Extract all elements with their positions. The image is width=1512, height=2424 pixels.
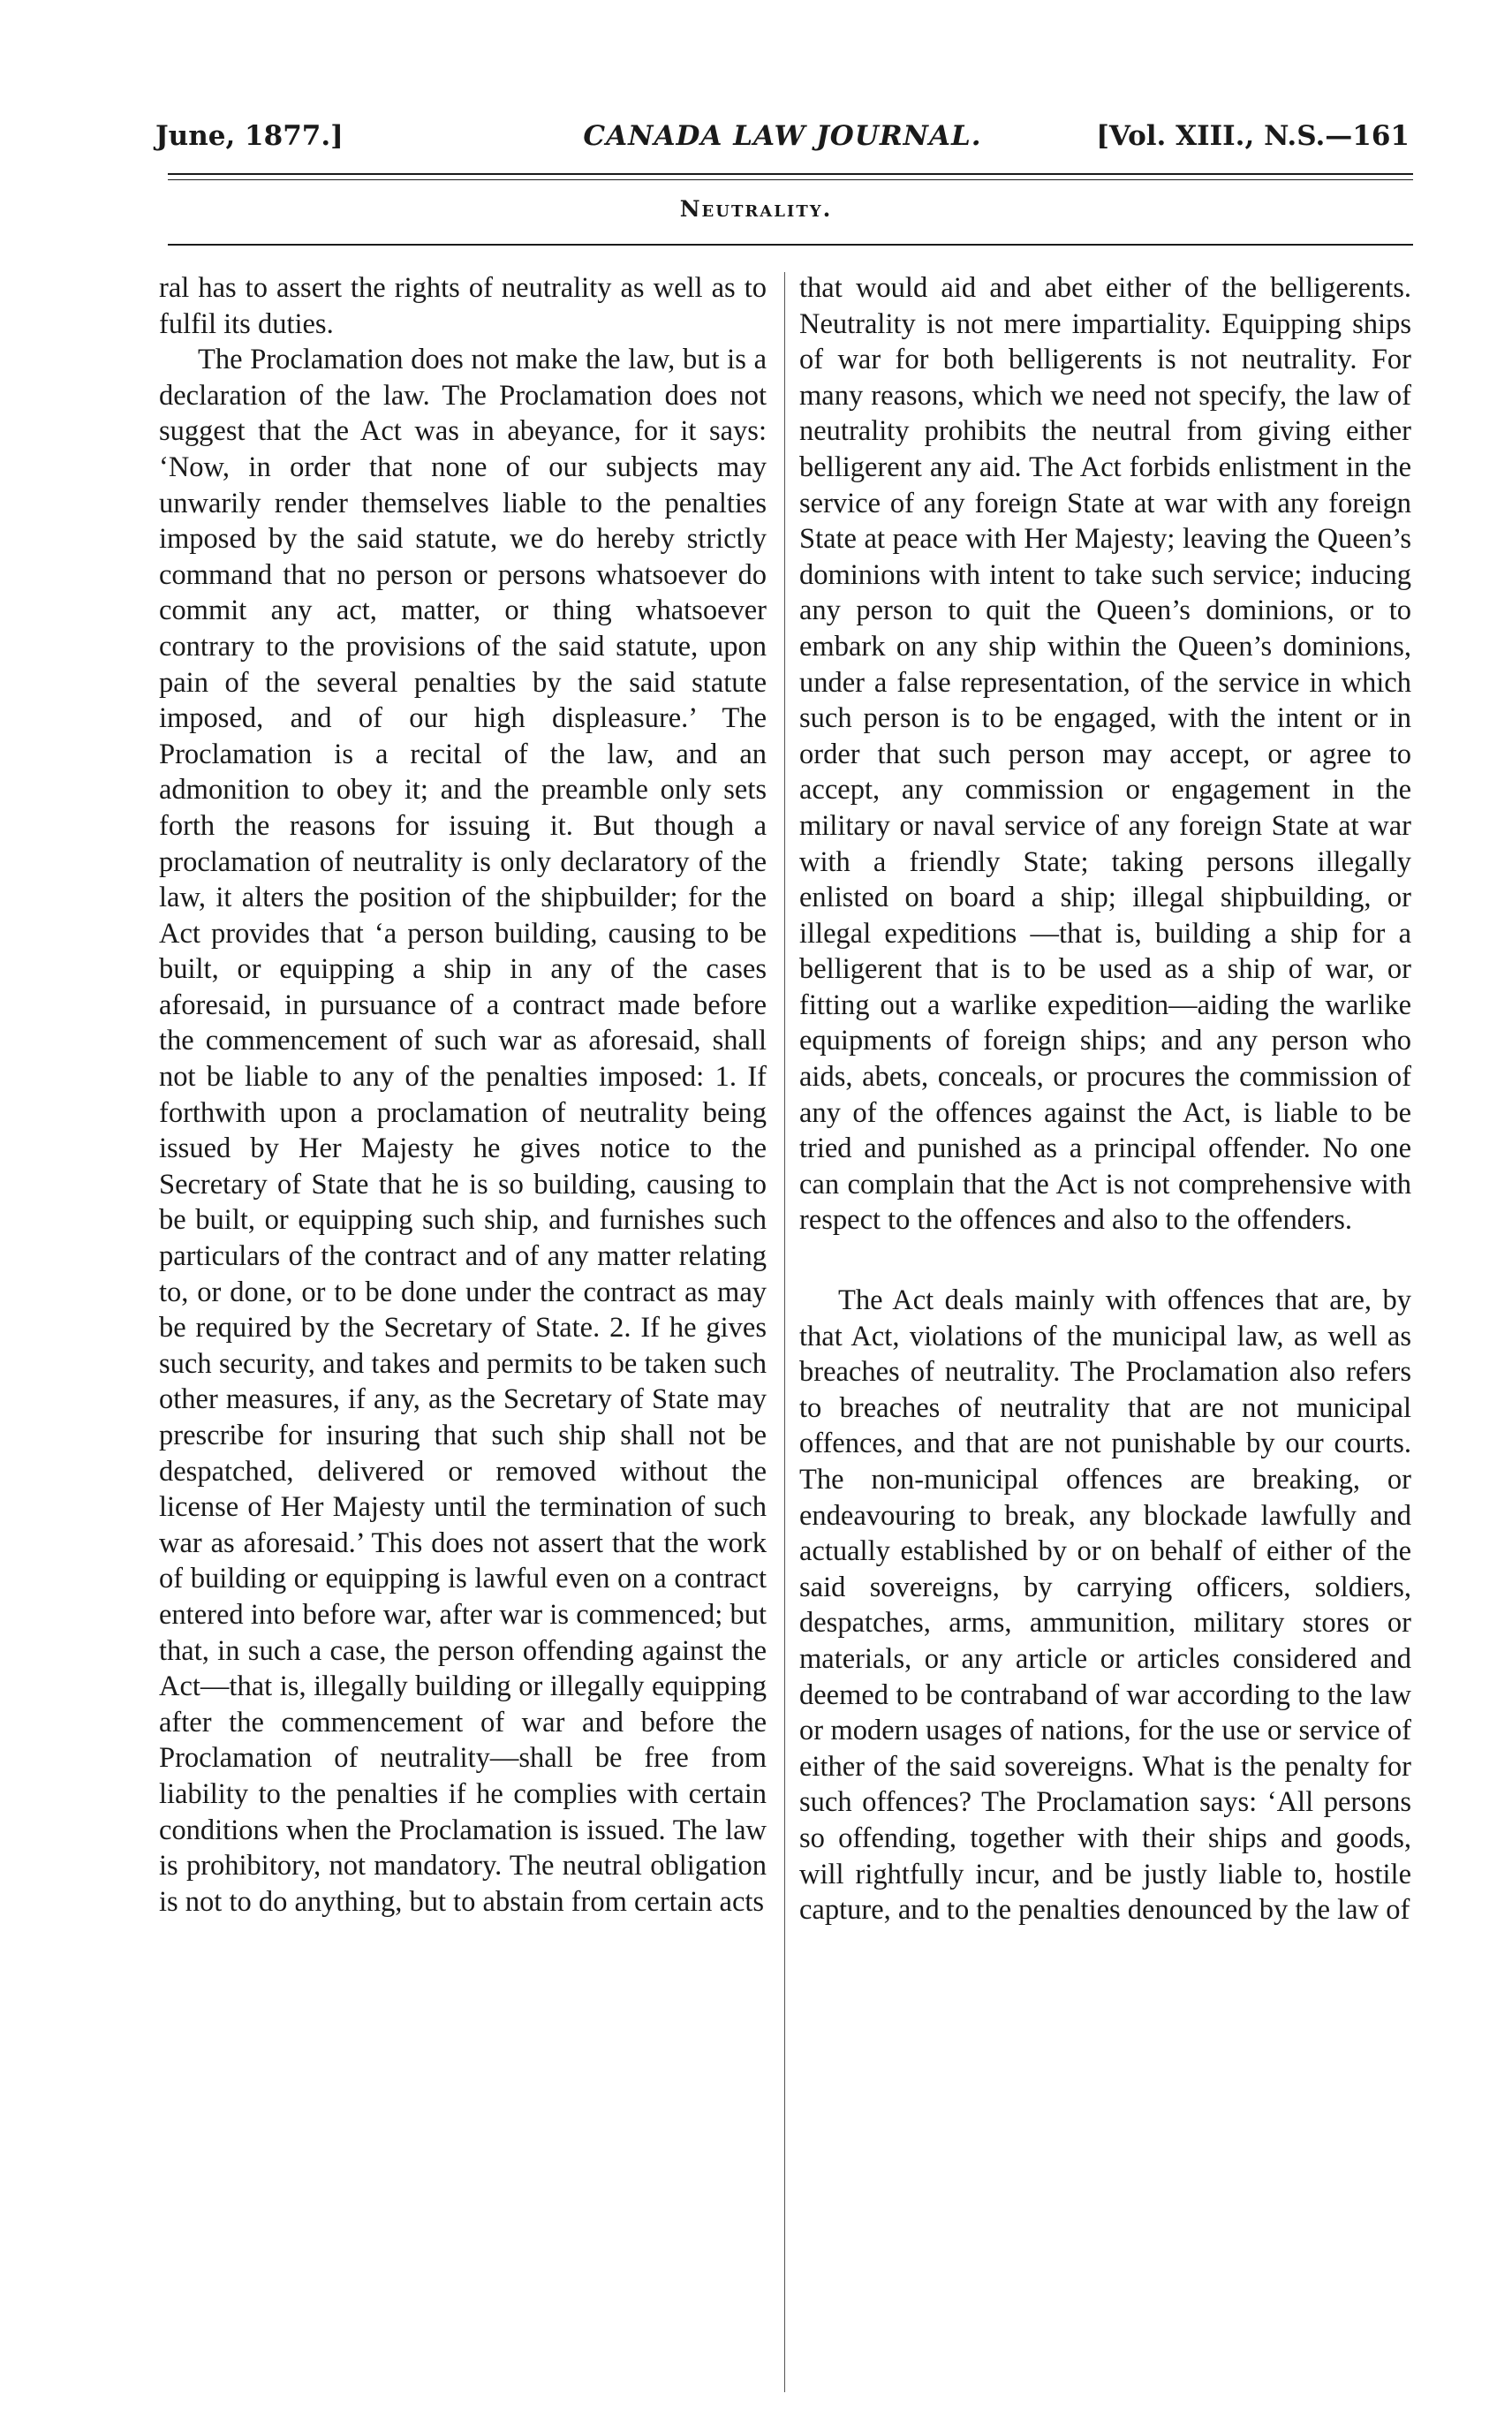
section-rule xyxy=(168,244,1413,246)
header-journal-title: CANADA LAW JOURNAL. xyxy=(583,120,982,152)
header-rule-top xyxy=(168,173,1413,175)
right-column xyxy=(799,270,1411,1928)
left-column xyxy=(159,270,767,1920)
running-header xyxy=(155,120,1410,164)
section-title: Neutrality. xyxy=(679,196,833,222)
column-divider xyxy=(784,272,785,2392)
header-rule-bottom xyxy=(168,179,1413,180)
left-paragraph-1: ral has to assert the rights of neutrality as well as to fulfil its duties. xyxy=(159,272,767,340)
right-paragraph-1: that would aid and abet either of the belligerents. Neutrality is not mere impartiality. Equipping ships of war for both belligerents is not neutrality. For many reasons, which we need not specify, the law of neutrality prohibits the neutral from giving either belligerent any aid. The Act forbids enlistment in the service of any foreign State at war with any foreign State at peace with Her Majesty; leaving the Queen’s dominions with intent to take such service; inducing any person to quit the Queen’s dominions, or to embark on any ship within the Queen’s dominions, under a false representation, of the service in which such person is to be engaged, with the intent or in order that such person may accept, or agree to accept, any commission or engagement in the military or naval service of any foreign State at war with a friendly State; taking persons illegally enlisted on board a ship; illegal shipbuilding, or illegal expeditions —that is, building a ship for a belligerent that is to be used as a ship of war, or fitting out a warlike expedition—aiding the warlike equipments of foreign ships; and any person who aids, abets, conceals, or procures the commission of any of the offences against the Act, is liable to be tried and punished as a principal offender. No one can complain that the Act is not comprehensive with respect to the offences and also to the offenders. xyxy=(799,272,1411,1237)
header-volume-page: [Vol. XIII., N.S.—161 xyxy=(1096,120,1410,152)
left-paragraph-2: The Proclamation does not make the law, but is a declaration of the law. The Proclamation does not suggest that the Act was in abeyance, for it says: ‘Now, in order that none of our subjects may unwarily render themselves liable to the penalties imposed by the said statute, we do hereby strictly command that no person or persons whatsoever do commit any act, matter, or thing whatsoever contrary to the provisions of the said statute, upon pain of the several penalties by the said statute imposed, and of our high displeasure.’ The Proclamation is a recital of the law, and an admonition to obey it; and the preamble only sets forth the reasons for issuing it. But though a proclamation of neutrality is only declaratory of the law, it alters the position of the shipbuilder; for the Act provides that ‘a person building, causing to be built, or equipping a ship in any of the cases aforesaid, in pursuance of a contract made before the commencement of such war as aforesaid, shall not be liable to any of the penalties imposed: 1. If forthwith upon a proclamation of neutrality being issued by Her Majesty he gives notice to the Secretary of State that he is so building, causing to be built, or equipping such ship, and furnishes such particulars of the contract and of any matter relating to, or done, or to be done under the contract as may be required by the Secretary of State. 2. If he gives such security, and takes and permits to be taken such other measures, if any, as the Secretary of State may prescribe for insuring that such ship shall not be despatched, delivered or removed without the license of Her Majesty until the termination of such war as aforesaid.’ This does not assert that the work of building or equipping is lawful even on a contract entered into before war, after war is commenced; but that, in such a case, the person offending against the Act—that is, illegally building or illegally equipping after the commencement of war and before the Proclamation of neutrality—shall be free from liability to the penalties if he complies with certain conditions when the Proclamation is issued. The law is prohibitory, not mandatory. The neutral obligation is not to do anything, but to abstain from certain acts xyxy=(159,344,767,1918)
right-paragraph-2: The Act deals mainly with offences that are, by that Act, violations of the municipal law, as well as breaches of neutrality. The Proclamation also refers to breaches of neutrality that are not municipal offences, and that are not punishable by our courts. The non-municipal offences are breaking, or endeavouring to break, any blockade lawfully and actually established by or on behalf of either of the said sovereigns, by carrying officers, soldiers, despatches, arms, ammunition, military stores or materials, or any article or articles considered and deemed to be contraband of war according to the law or modern usages of nations, for the use or service of either of the said sovereigns. What is the penalty for such offences? The Proclamation says: ‘All persons so offending, together with their ships and goods, will rightfully incur, and be justly liable to, hostile capture, and to the penalties denounced by the law of xyxy=(799,1284,1411,1927)
header-date: June, 1877.] xyxy=(155,120,344,152)
